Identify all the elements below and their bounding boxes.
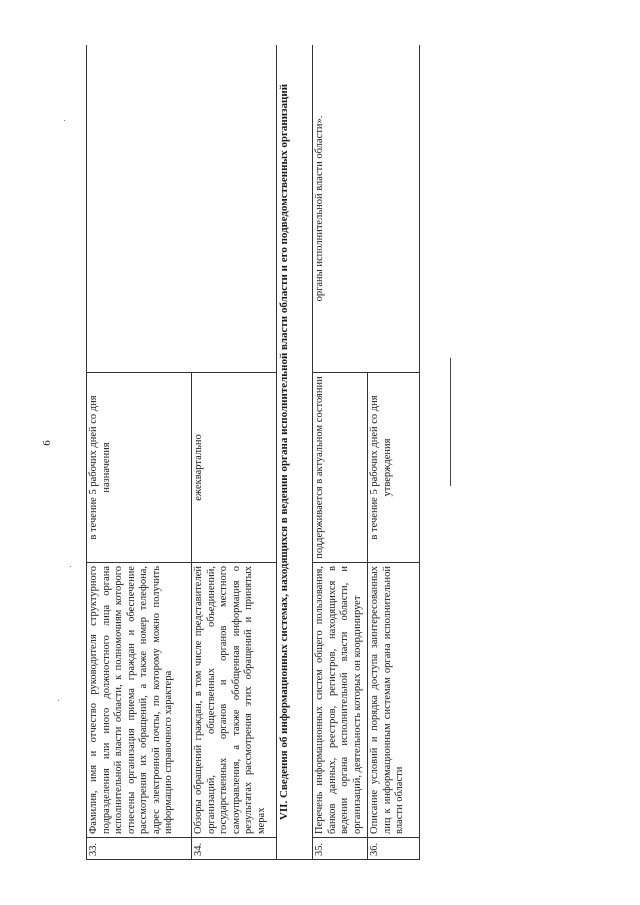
row-term: в течение 5 рабочих дней со дня назначения [87, 373, 192, 563]
information-table [86, 45, 420, 860]
row-responsible [87, 45, 277, 373]
row-number: 33. [87, 838, 192, 860]
document-page [86, 45, 621, 860]
scan-speck [64, 120, 65, 121]
rotated-table-container [86, 45, 621, 860]
section-title: VII. Сведения об информационных системах, находящихся в ведении органа исполнительной власти области и его подведомственных организаций [277, 45, 313, 860]
row-description: Фамилия, имя и отчество руководителя структурного подразделения или иного должностного лица органа исполнительной власти области, к полномочиям которого отнесены организация приема граждан и обеспечение рассмотрения их обращений, а также номер телефона, адрес электронной почты, по которому можно получить информацию справочного характера [87, 563, 192, 838]
table-row [87, 45, 192, 860]
row-description: Перечень информационных систем общего пользования, банков данных, реестров, регистров, находящихся в ведении органа исполнительной власти области, и организаций, деятельность которых он координирует [313, 563, 368, 838]
table-row [313, 45, 368, 860]
row-number: 36. [368, 838, 420, 860]
row-term: поддерживается в актуальном состоянии [313, 373, 368, 563]
scan-speck [70, 566, 71, 567]
scan-speck [58, 700, 59, 701]
row-responsible: органы исполнительной власти области». [313, 45, 420, 373]
row-number: 35. [313, 838, 368, 860]
section-row [277, 45, 313, 860]
row-term: в течение 5 рабочих дней со дня утверждения [368, 373, 420, 563]
row-description: Обзоры обращений граждан, в том числе представителей организаций, общественных объединений, государственных органов и органов местного самоуправления, а также обобщенная информация о результатах рассмотрения этих обращений и принятых мерах [192, 563, 277, 838]
row-description: Описание условий и порядка доступа заинтересованных лиц к информационным системам органа исполнительной власти области [368, 563, 420, 838]
row-term: ежеквартально [192, 373, 277, 563]
row-number: 34. [192, 838, 277, 860]
page-number: 6 [40, 440, 53, 446]
